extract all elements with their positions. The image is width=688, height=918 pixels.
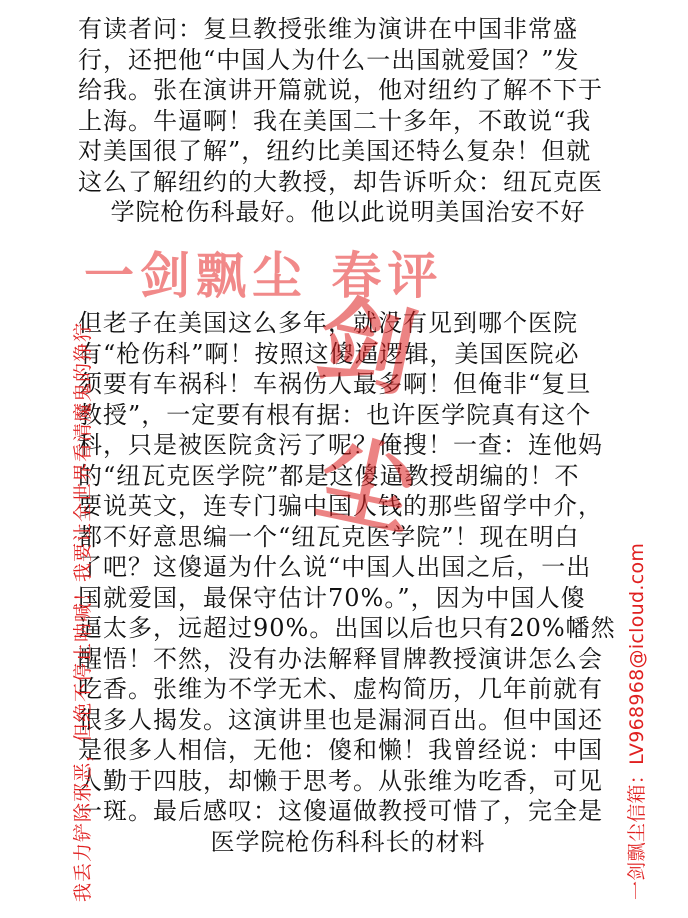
text-line: 都不好意思编一个“纽瓦克医学院”！现在明白 [78,522,580,551]
text-line: 但老子在美国这么多年，就没有见到哪个医院 [78,309,578,337]
watermark-email-vertical: 一剑飘尘信箱：LV968968@icloud.com [626,542,648,900]
text-line: 教授”，一定要有根有据：也许医学院真有这个 [78,400,592,429]
text-line: 要说英文，连专门骗中国人钱的那些留学中介， [78,492,603,520]
text-line: 上海。牛逼啊！我在美国二十多年，不敢说“我 [78,106,592,135]
text-line: 须要有车祸科！车祸伤人最多啊！但俺非“复旦 [78,370,592,398]
text-line: 了吧？这傻逼为什么说“中国人出国之后，一出 [78,553,592,581]
watermark-stamp-bottom: 尘 [307,421,425,552]
text-line: 的“纽瓦克医学院”都是这傻逼教授胡编的！不 [78,461,580,490]
text-line: 一斑。最后感叹：这傻逼做教授可惜了，完全是 [78,797,603,825]
text-line: 医学院枪伤科科长的材料 [210,827,486,856]
text-line: 给我。张在演讲开篇就说，他对纽约了解不下于 [78,76,603,104]
text-line: 国就爱国，最保守估计70%。”，因为中国人傻 [78,583,586,612]
text-line: 对美国很了解”，纽约比美国还特么复杂！但就 [78,137,592,165]
text-line: 是很多人相信，无他：傻和懒！我曾经说：中国 [78,736,603,764]
paragraph-1 [78,14,618,228]
text-line: 醒悟！不然，没有办法解释冒牌教授演讲怎么会 [78,644,603,673]
text-line: 这么了解纽约的大教授，却告诉听众：纽瓦克医 [78,167,603,196]
watermark-banner: 一剑飘尘 春评 [84,247,444,305]
text-line: 学院枪伤科最好。他以此说明美国治安不好 [110,198,586,226]
text-line: 科，只是被医院贪污了呢？俺搜！一查：连他妈 [78,431,603,459]
watermark-stamp-top: 剑 [307,281,425,412]
text-line: 人勤于四肢，却懒于思考。从张维为吃香，可见 [78,766,603,795]
text-line: 很多人揭发。这演讲里也是漏洞百出。但中国还 [78,705,603,734]
watermark-left-vertical: 我丢力铲除邪恶，但绝不停止呐喊！我要让全世界看清魔鬼的狰狞 [72,321,94,902]
text-line: 有读者问：复旦教授张维为演讲在中国非常盛 [78,15,578,43]
text-line: 吃香。张维为不学无术、虚构简历，几年前就有 [78,675,603,703]
text-line: 行，还把他“中国人为什么一出国就爱国？”发 [78,45,580,74]
text-line: 有“枪伤科”啊！按照这傻逼逻辑，美国医院必 [78,339,580,368]
text-line: 逼太多，远超过90%。出国以后也只有20%幡然 [78,614,616,642]
